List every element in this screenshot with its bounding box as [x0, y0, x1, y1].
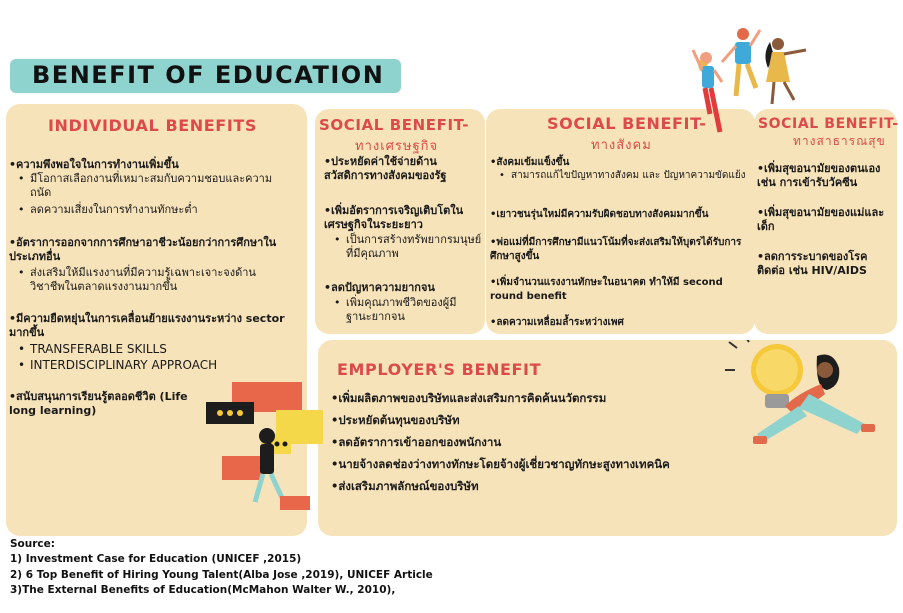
page-title: BENEFIT OF EDUCATION [32, 61, 385, 89]
sub-bullet: • สามารถแก้ไขปัญหาทางสังคม และ ปัญหาความขัดแย้ง [499, 169, 749, 183]
employer-item-1: •เพิ่มผลิตภาพของบริษัทและส่งเสริมการคิดค้นนวัตกรรม [331, 391, 607, 405]
health-item-3: •ลดการระบาดของโรคติดต่อ เช่น HIV/AIDS [757, 250, 868, 277]
employer-heading: EMPLOYER'S BENEFIT [337, 360, 542, 379]
economic-item-3-subs [334, 296, 482, 324]
social-item-3: •พ่อแม่ที่มีการศึกษามีแนวโน้มที่จะส่งเสริมให้บุตรได้รับการศึกษาสูงขึ้น [490, 237, 742, 262]
employer-item-3: •ลดอัตราการเข้าออกของพนักงาน [331, 435, 502, 449]
social-item-2: •เยาวชนรุ่นใหม่มีความรับผิดชอบทางสังคมมากขึ้น [490, 209, 709, 220]
social-item-1: •สังคมเข้มแข็งขึ้น [490, 157, 570, 168]
sub-bullet: • ลดความเสี่ยงในการทำงานทักษะต่ำ [18, 203, 288, 217]
employer-item-4: •นายจ้างลดช่องว่างทางทักษะโดยจ้างผู้เชี่ยวชาญทักษะสูงทางเทคนิค [331, 457, 670, 471]
individual-item-1-subs [18, 172, 288, 217]
economic-subheading: ทางเศรษฐกิจ [355, 139, 439, 154]
economic-item-2: •เพิ่มอัตราการเจริญเติบโตในเศรษฐกิจในระยะยาว [324, 204, 464, 231]
individual-item-4: •สนับสนุนการเรียนรู้ตลอดชีวิต (Life long learning) [9, 390, 188, 417]
economic-item-3: •ลดปัญหาความยากจน [324, 281, 435, 294]
health-subheading: ทางสาธารณสุข [793, 134, 886, 148]
employer-item-2: •ประหยัดต้นทุนของบริษัท [331, 413, 460, 427]
sub-bullet: • ส่งเสริมให้มีแรงงานที่มีความรู้เฉพาะเจาะจงด้านวิชาชีพในตลาดแรงงานมากขึ้น [18, 266, 290, 294]
employer-item-5: •ส่งเสริมภาพลักษณ์ของบริษัท [331, 479, 479, 493]
health-item-2: •เพิ่มสุขอนามัยของแม่และเด็ก [757, 206, 885, 233]
sub-bullet: • เป็นการสร้างทรัพยากรมนุษย์ที่มีคุณภาพ [334, 233, 482, 261]
social-item-4: •เพิ่มจำนวนแรงงานทักษะในอนาคต ทำให้มี second round benefit [490, 277, 723, 302]
health-heading: SOCIAL BENEFIT- [758, 116, 899, 132]
economic-item-2-subs [334, 233, 482, 261]
woman-with-lightbulb-illustration [725, 340, 897, 458]
individual-heading: INDIVIDUAL BENEFITS [48, 116, 258, 135]
economic-item-1: •ประหยัดค่าใช้จ่ายด้านสวัสดิการทางสังคมของรัฐ [324, 155, 447, 182]
sub-bullet: • TRANSFERABLE SKILLS [18, 342, 290, 357]
sub-bullet: • มีโอกาสเลือกงานที่เหมาะสมกับความชอบและความถนัด [18, 172, 288, 200]
social-item-1-subs [499, 169, 749, 183]
individual-item-3-subs [18, 342, 290, 373]
source-line-1: 1) Investment Case for Education (UNICEF ,2015) [10, 553, 302, 565]
health-item-1: •เพิ่มสุขอนามัยของตนเอง เช่น การเข้ารับวัคซีน [757, 162, 881, 189]
individual-item-2-subs [18, 266, 290, 294]
person-with-speech-bubbles-illustration [205, 382, 323, 512]
social-subheading: ทางสังคม [591, 138, 652, 153]
people-jumping-illustration [690, 22, 815, 140]
source-line-3: 3)The External Benefits of Education(McMahon Walter W., 2010), [10, 584, 396, 596]
individual-item-1: •ความพึงพอใจในการทำงานเพิ่มขึ้น [9, 158, 179, 171]
sub-bullet: • INTERDISCIPLINARY APPROACH [18, 358, 290, 373]
source-line-2: 2) 6 Top Benefit of Hiring Young Talent(Alba Jose ,2019), UNICEF Article [10, 569, 433, 581]
individual-item-2: •อัตราการออกจากการศึกษาอาชีวะน้อยกว่าการศึกษาในประเภทอื่น [9, 236, 277, 263]
social-item-5: •ลดความเหลื่อมล้ำระหว่างเพศ [490, 317, 624, 328]
social-heading: SOCIAL BENEFIT- [547, 114, 707, 133]
economic-heading: SOCIAL BENEFIT- [319, 116, 470, 134]
source-label: Source: [10, 538, 55, 550]
sub-bullet: • เพิ่มคุณภาพชีวิตของผู้มีฐานะยากจน [334, 296, 482, 324]
individual-item-3: •มีความยืดหยุ่นในการเคลื่อนย้ายแรงงานระหว่าง sector มากขึ้น [9, 312, 285, 339]
